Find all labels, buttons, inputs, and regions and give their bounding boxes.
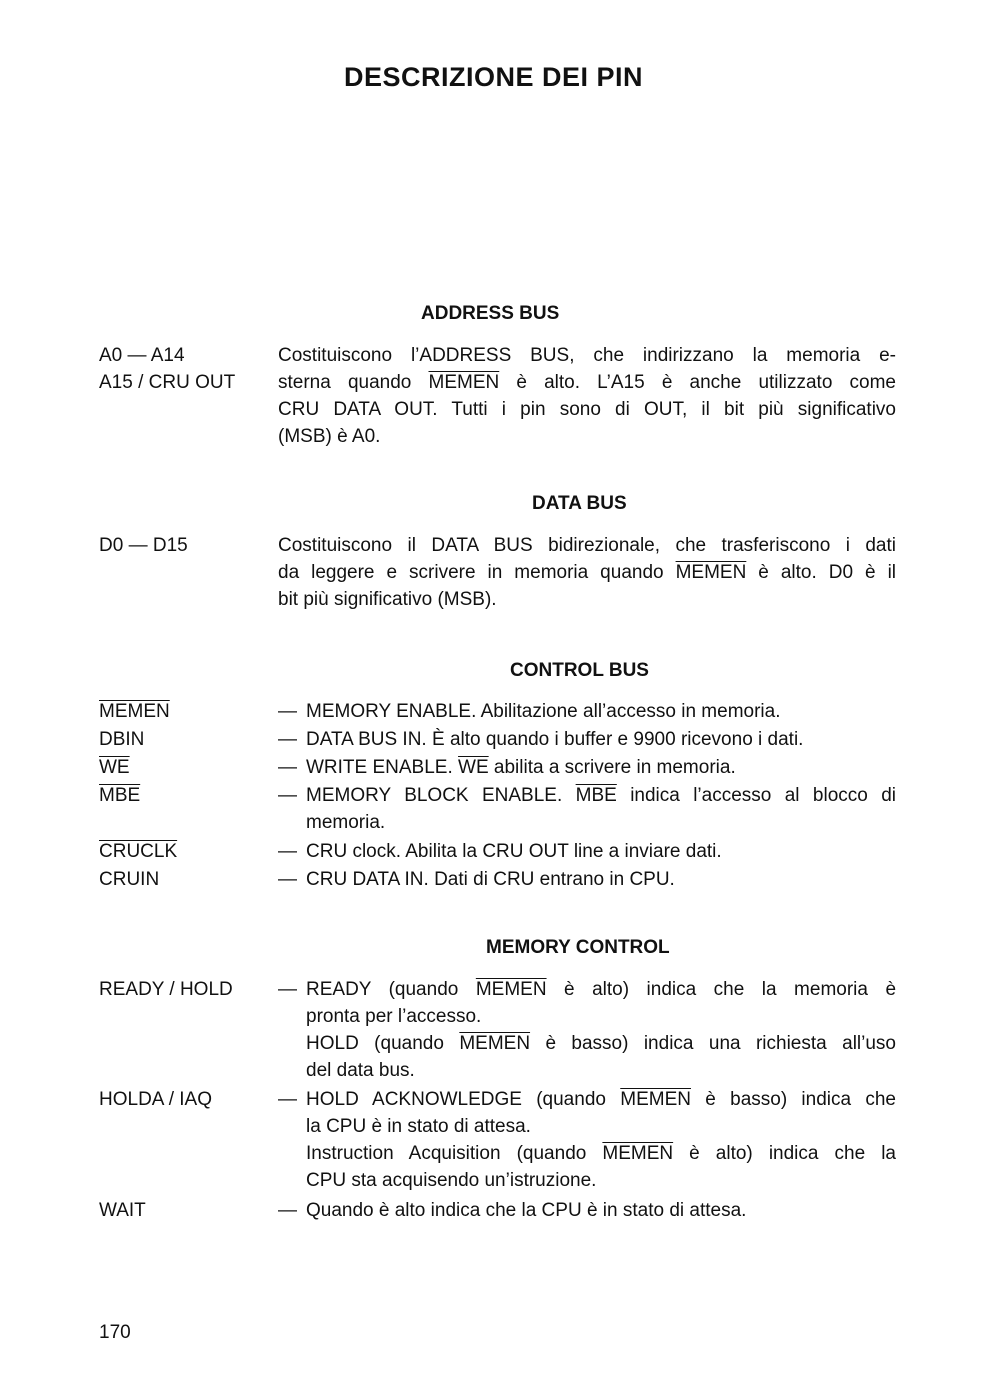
memen-signal: MEMEN — [459, 1033, 531, 1054]
memen-signal: MEMEN — [602, 1143, 674, 1164]
dash: — — [278, 729, 297, 750]
dash: — — [278, 869, 297, 890]
dash: — — [278, 757, 297, 778]
dash: — — [278, 1200, 297, 1221]
description-line: bit più significativo (MSB). — [278, 589, 497, 610]
memen-signal: MEMEN — [428, 372, 500, 393]
description-line: memoria. — [306, 812, 386, 833]
description-line: CPU sta acquisendo un’istruzione. — [306, 1170, 597, 1191]
pin-description — [306, 1086, 896, 1194]
page-title: DESCRIZIONE DEI PIN — [343, 62, 644, 92]
pin-description — [306, 976, 896, 1084]
dash: — — [278, 841, 297, 862]
description-line: Costituiscono il DATA BUS bidirezionale, che trasferiscono i dati — [278, 535, 896, 556]
description-line — [306, 782, 896, 809]
pin-label-d0-d15: D0 — D15 — [99, 535, 188, 556]
text-segment: MEMORY BLOCK ENABLE. — [306, 785, 576, 806]
description-line — [278, 369, 896, 396]
text-segment: sterna quando — [278, 372, 429, 393]
text-segment: da leggere e scrivere in memoria quando — [278, 562, 676, 583]
text-segment: è alto. L’A15 è anche utilizzato come — [499, 372, 896, 393]
text-segment: READY (quando — [306, 979, 476, 1000]
description-line: del data bus. — [306, 1060, 415, 1081]
pin-description: MEMORY ENABLE. Abilitazione all’accesso in memoria. — [306, 701, 781, 722]
description-line: la CPU è in stato di attesa. — [306, 1116, 531, 1137]
description-line: (MSB) è A0. — [278, 426, 381, 447]
memen-signal: MEMEN — [475, 979, 547, 1000]
dash: — — [278, 1089, 297, 1110]
pin-description: CRU DATA IN. Dati di CRU entrano in CPU. — [306, 869, 675, 890]
mbe-signal: $\overline{MBE}$ — [575, 785, 617, 806]
pin-label — [99, 342, 235, 396]
text-segment: è alto) indica che la — [673, 1143, 896, 1164]
description-line — [306, 1140, 896, 1167]
memen-signal: MEMEN — [675, 562, 747, 583]
pin-label-holda-iaq: HOLDA / IAQ — [99, 1089, 212, 1110]
section-heading-memory-control: MEMORY CONTROL — [486, 937, 670, 958]
pin-label-a15-cru-out: A15 / CRU OUT — [99, 372, 236, 393]
description-line: Costituiscono l’ADDRESS BUS, che indirizzano la memoria e- — [278, 345, 896, 366]
text-segment: è alto. D0 è il — [746, 562, 897, 583]
pin-label-dbin: DBIN — [99, 729, 145, 750]
pin-label-wait: WAIT — [99, 1200, 146, 1221]
description-line — [306, 1086, 896, 1113]
text-segment: HOLD (quando — [306, 1033, 460, 1054]
description-line — [278, 559, 896, 586]
section-heading-control-bus: CONTROL BUS — [510, 660, 649, 681]
dash: — — [278, 979, 297, 1000]
pin-description — [306, 782, 896, 836]
pin-label-cruclk: CRUCLK — [99, 841, 178, 862]
page-number: 170 — [99, 1322, 131, 1343]
pin-description — [278, 342, 896, 450]
pin-label-we: $\overline{WE}$ — [99, 757, 130, 778]
text-segment: indica l’accesso al blocco di — [616, 785, 896, 806]
pin-label-mbe: $\overline{MBE}$ — [99, 785, 141, 806]
pin-description: DATA BUS IN. È alto quando i buffer e 9900 ricevono i dati. — [306, 729, 804, 750]
section-heading-address-bus: ADDRESS BUS — [421, 303, 560, 324]
text-segment: è basso) indica una richiesta all’uso — [530, 1033, 896, 1054]
description-line: CRU DATA OUT. Tutti i pin sono di OUT, il bit più significativo — [278, 399, 896, 420]
pin-description — [306, 754, 896, 781]
we-signal: $\overline{WE}$ — [458, 757, 489, 778]
text-segment: è alto) indica che la memoria è — [546, 979, 897, 1000]
pin-description — [278, 532, 896, 613]
text-segment: WRITE ENABLE. — [306, 757, 459, 778]
dash: — — [278, 785, 297, 806]
pin-label-cruin: CRUIN — [99, 869, 160, 890]
description-line — [306, 1030, 896, 1057]
pin-label-memen: MEMEN — [99, 701, 170, 722]
section-heading-data-bus: DATA BUS — [532, 493, 627, 514]
pin-description: CRU clock. Abilita la CRU OUT line a inviare dati. — [306, 841, 722, 862]
text-segment: Instruction Acquisition (quando — [306, 1143, 603, 1164]
text-segment: è basso) indica che — [690, 1089, 896, 1110]
pin-label-a0-a14: A0 — A14 — [99, 345, 185, 366]
text-segment: abilita a scrivere in memoria. — [488, 757, 736, 778]
description-line: pronta per l’accesso. — [306, 1006, 482, 1027]
description-line — [306, 976, 896, 1003]
pin-description: Quando è alto indica che la CPU è in stato di attesa. — [306, 1200, 747, 1221]
memen-signal: MEMEN — [620, 1089, 691, 1110]
text-segment: HOLD ACKNOWLEDGE (quando — [306, 1089, 621, 1110]
dash: — — [278, 701, 297, 722]
pin-label-ready-hold: READY / HOLD — [99, 979, 233, 1000]
